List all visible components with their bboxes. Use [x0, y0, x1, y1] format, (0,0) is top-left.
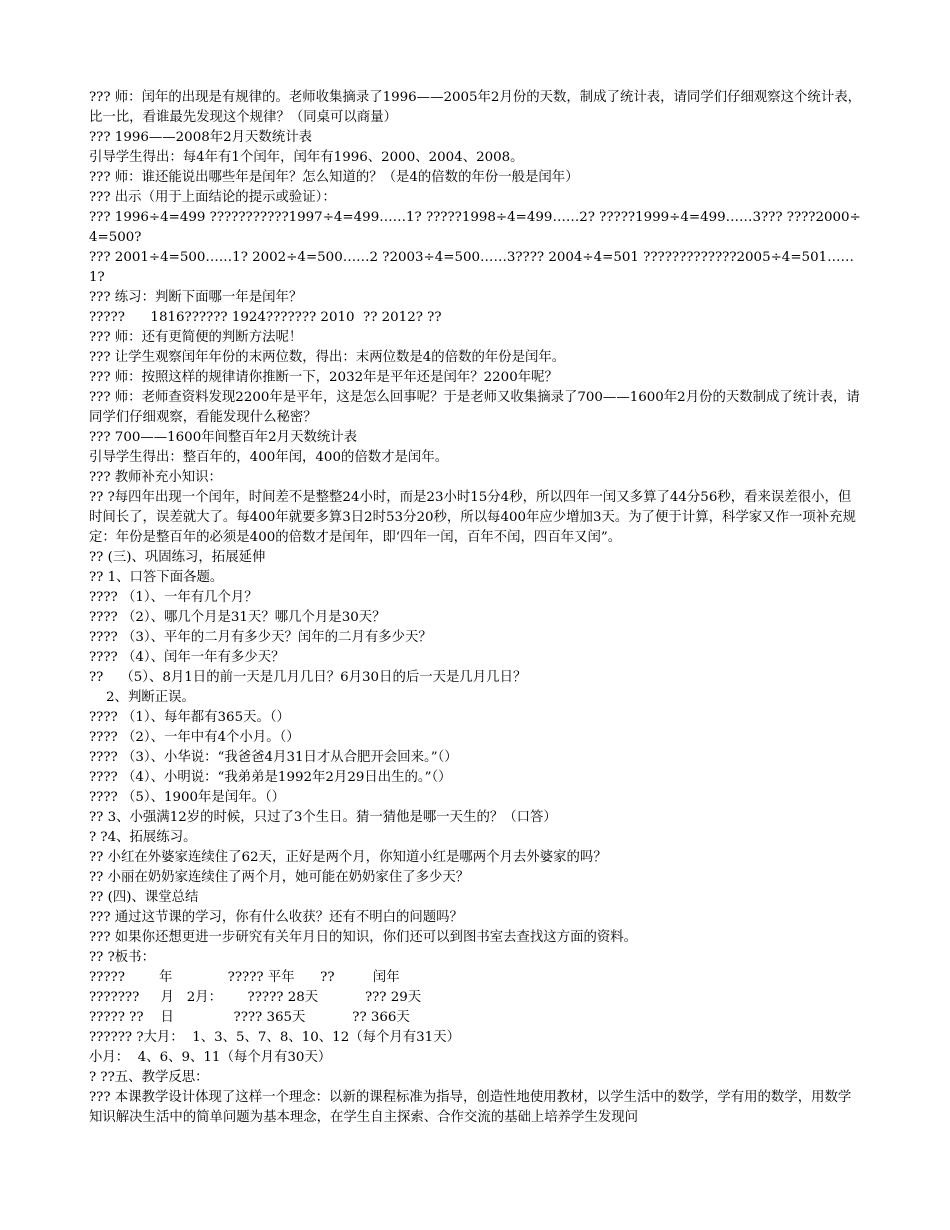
text-line: ???? （1）、一年有几个月？	[89, 590, 258, 605]
text-line: ??? 师：还有更简便的判断方法呢！	[89, 330, 303, 345]
text-line: ????? 1816?????? 1924??????? 2010 ?? 2012? ??	[89, 310, 442, 325]
text-line: ??? 师：按照这样的规律请你推断一下，2032年是平年还是闰年？2200年呢？	[89, 370, 558, 385]
text-line: ???? （3）、小华说：“我爸爸4月31日才从合肥开会回来。”（）	[89, 750, 458, 765]
text-line: ??? 1996——2008年2月天数统计表	[89, 130, 312, 145]
text-line: ??? 700——1600年间整百年2月天数统计表	[89, 430, 358, 445]
text-line: ???? （1）、每年都有365天。（）	[89, 710, 290, 725]
text-line: ?? ?每四年出现一个闰年，时间差不是整整24小时，而是23小时15分4秒，所以四年一闰又多算了44分56秒，看来误差很小，但时间长了，误差就大了。每400年就要多算3日2时53分20秒，所以每400年应少增加3天。为了便于计算，科学家又作一项补充规定：年份是整百年的必须是400的倍数才是闰年，即‘四年一闰，百年不闰，四百年又闰”。	[89, 490, 856, 545]
text-line: ???? （2）、一年中有4个小月。（）	[89, 730, 300, 745]
text-line: ???? （2）、哪几个月是31天？哪几个月是30天？	[89, 610, 386, 625]
text-line: ??? 通过这节课的学习，你有什么收获？还有不明白的问题吗？	[89, 910, 463, 925]
text-line: ?????? ?大月： 1、3、5、7、8、10、12（每个月有31天）	[89, 1030, 460, 1045]
text-line: ??? 师：谁还能说出哪些年是闰年？怎么知道的？（是4的倍数的年份一般是闰年）	[89, 170, 579, 185]
text-line: ??? 教师补充小知识：	[89, 470, 222, 485]
text-line: ??? 如果你还想更进一步研究有关年月日的知识，你们还可以到图书室去查找这方面的资料。	[89, 930, 638, 945]
text-line: ???? （4）、闰年一年有多少天？	[89, 650, 285, 665]
text-line: ??? 出示（用于上面结论的提示或验证）：	[89, 190, 336, 205]
text-line: 2、判断正误。	[89, 690, 195, 705]
text-line: ?? ?板书：	[89, 950, 155, 965]
text-line: ? ??五、教学反思：	[89, 1070, 209, 1085]
text-line: ??? 师：闰年的出现是有规律的。老师收集摘录了1996——2005年2月份的天数，制成了统计表，请同学们仔细观察这个统计表，比一比，看谁最先发现这个规律？（同桌可以商量）	[89, 90, 861, 125]
text-line: ??? 本课教学设计体现了这样一个理念：以新的课程标准为指导，创造性地使用教材，以学生活中的数学，学有用的数学，用数学知识解决生活中的简单问题为基本理念，在学生自主探索、合作交流的基础上培养学生发现问	[89, 1090, 852, 1125]
text-line: ?? 小红在外婆家连续住了62天，正好是两个月，你知道小红是哪两个月去外婆家的吗？	[89, 850, 607, 865]
text-line: ??? 师：老师查资料发现2200年是平年，这是怎么回事呢？于是老师又收集摘录了700——1600年2月份的天数制成了统计表，请同学们仔细观察，看能发现什么秘密？	[89, 390, 860, 425]
text-line: ?? (三)、巩固练习，拓展延伸	[89, 550, 266, 565]
text-line: ????? 年 ????? 平年 ?? 闰年	[89, 970, 400, 985]
text-line: ??????? 月 2月： ????? 28天 ??? 29天	[89, 990, 422, 1005]
text-line: ??? 练习：判断下面哪一年是闰年？	[89, 290, 303, 305]
document-body	[89, 88, 864, 1128]
text-line: ??? 2001÷4=500……1? 2002÷4=500……2 ?2003÷4=500……3???? 2004÷4=501 ?????????????2005÷4=501……1?	[89, 250, 854, 285]
text-line: ???? （4）、小明说：“我弟弟是1992年2月29日出生的。”（）	[89, 770, 452, 785]
text-line: ??? 1996÷4=499 ???????????1997÷4=499……1? ?????1998÷4=499……2? ?????1999÷4=499……3??? ????2000÷4=500?	[89, 210, 861, 245]
text-line: ?? (四)、课堂总结	[89, 890, 199, 905]
text-line: ?? 1、口答下面各题。	[89, 570, 224, 585]
text-line: ??? 让学生观察闰年年份的末两位数，得出：末两位数是4的倍数的年份是闰年。	[89, 350, 566, 365]
text-line: ? ?4、拓展练习。	[89, 830, 197, 845]
text-line: ???? （3）、平年的二月有多少天？闰年的二月有多少天？	[89, 630, 432, 645]
text-line: ?? 3、小强满12岁的时候，只过了3个生日。猜一猜他是哪一天生的？（口答）	[89, 810, 557, 825]
text-line: ???? （5）、1900年是闰年。（）	[89, 790, 286, 805]
text-line: 引导学生得出：每4年有1个闰年，闰年有1996、2000、2004、2008。	[89, 150, 524, 165]
text-line: 引导学生得出：整百年的，400年闰，400的倍数才是闰年。	[89, 450, 449, 465]
text-line: ?? 小丽在奶奶家连续住了两个月，她可能在奶奶家住了多少天？	[89, 870, 470, 885]
text-line: ????? ?? 日 ???? 365天 ?? 366天	[89, 1010, 410, 1025]
text-line: ?? （5）、8月1日的前一天是几月几日？6月30日的后一天是几月几日？	[89, 670, 527, 685]
text-line: 小月： 4、6、9、11（每个月有30天）	[89, 1050, 332, 1065]
